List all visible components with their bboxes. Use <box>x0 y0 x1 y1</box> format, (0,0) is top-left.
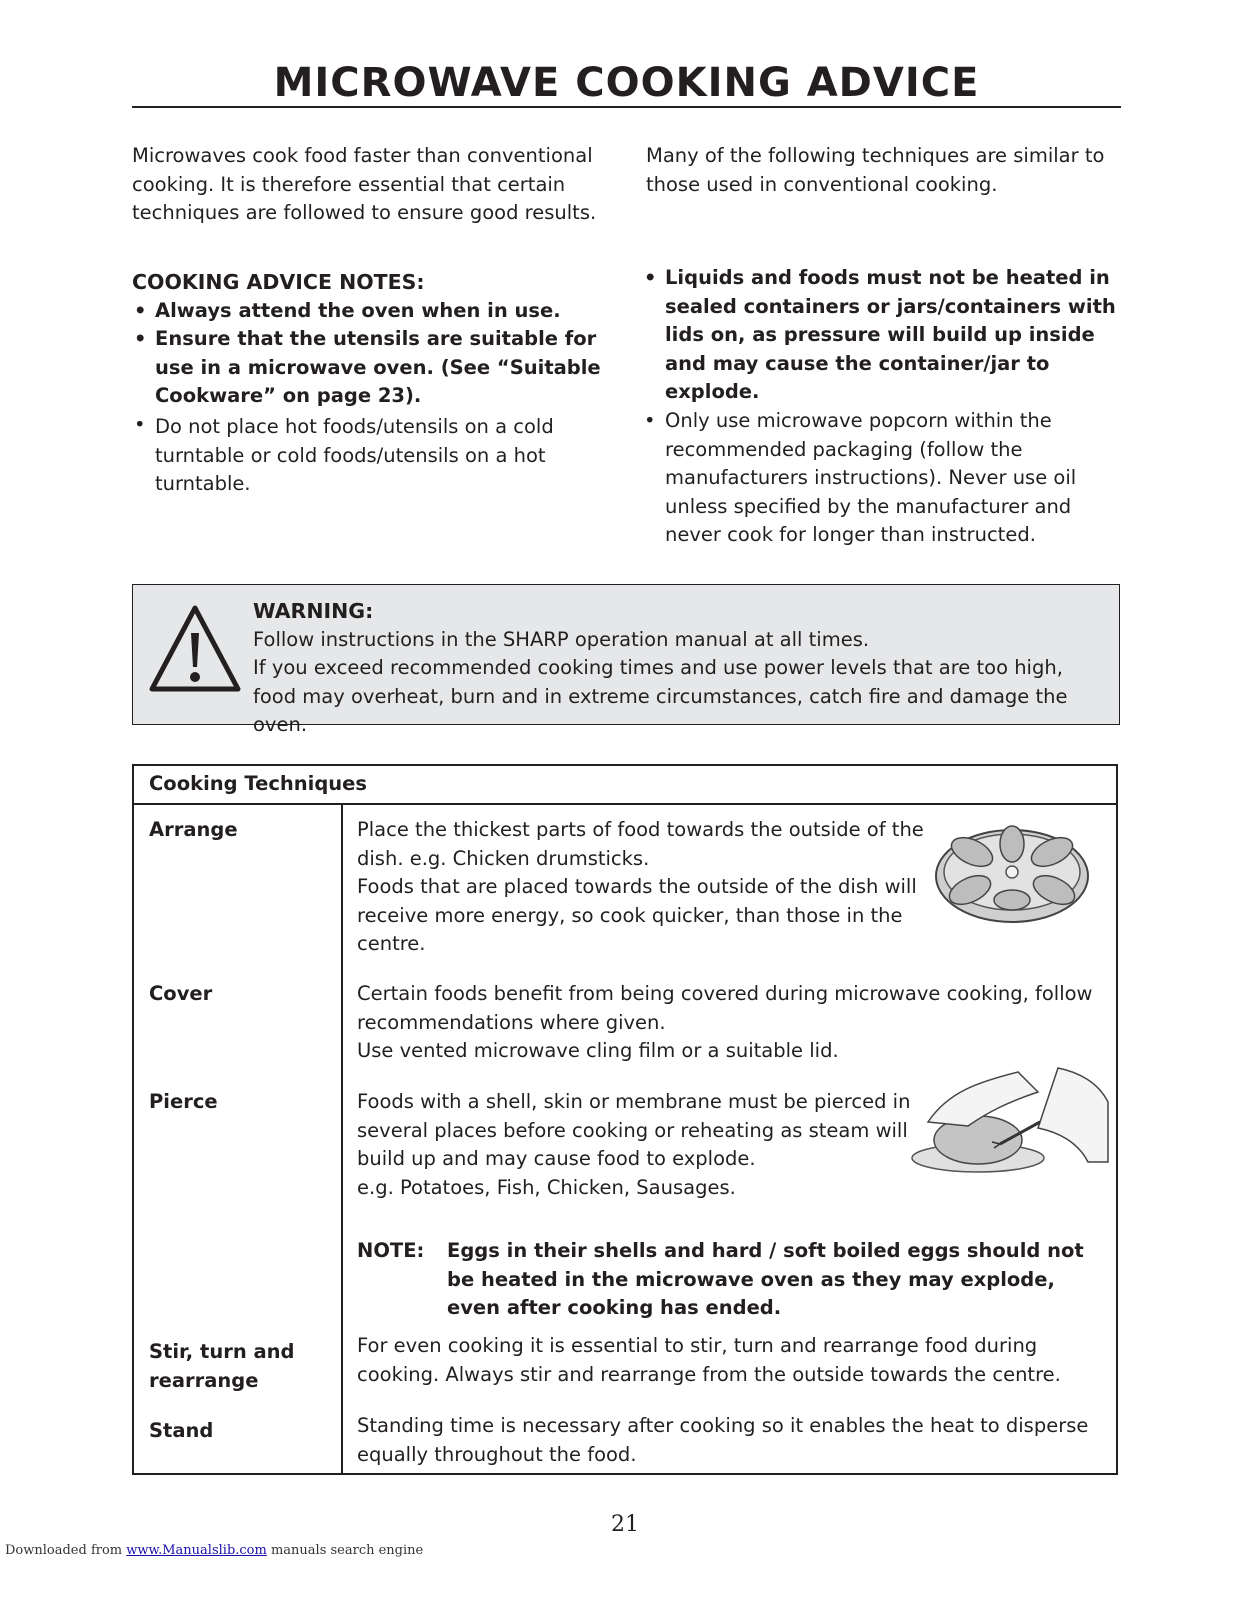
table-heading: Cooking Techniques <box>149 772 368 795</box>
desc-arrange: Place the thickest parts of food towards the outside of the dish. e.g. Chicken drumsticks. Foods that are placed towards the outside of the dish will receive more energy, so cook quicker, than those in the centre. <box>357 818 924 956</box>
manualslib-link[interactable]: www.Manualslib.com <box>126 1543 267 1558</box>
warning-box <box>132 584 1120 737</box>
intro-left-text: Microwaves cook food faster than conventional cooking. It is therefore essential that certain techniques are followed to ensure good results. <box>132 144 597 225</box>
desc-cover: Certain foods benefit from being covered during microwave cooking, follow recommendations where given. Use vented microwave cling film or a suitable lid. <box>357 982 1093 1063</box>
page-title: MICROWAVE COOKING ADVICE <box>273 60 980 106</box>
term-stand: Stand <box>149 1419 214 1442</box>
desc-stand: Standing time is necessary after cooking so it enables the heat to disperse equally throughout the food. <box>357 1414 1089 1466</box>
chicken-dish-illustration <box>932 818 1092 926</box>
download-footer <box>5 1543 423 1558</box>
cooking-notes-left <box>132 268 612 499</box>
title-divider <box>132 106 1121 108</box>
desc-pierce: Foods with a shell, skin or membrane must be pierced in several places before cooking or reheating as steam will build up and may cause food to explode. e.g. Potatoes, Fish, Chicken, Sausages. <box>357 1090 911 1199</box>
term-pierce: Pierce <box>149 1090 218 1113</box>
column-divider <box>341 805 343 1475</box>
notes-list-left <box>132 297 612 499</box>
potato-piercing-illustration <box>908 1062 1114 1182</box>
warning-heading: WARNING: <box>253 599 374 623</box>
footer-suffix: manuals search engine <box>266 1543 424 1558</box>
list-item: • Do not place hot foods/utensils on a cold turntable or cold foods/utensils on a hot turntable. <box>132 411 612 499</box>
intro-right-text: Many of the following techniques are similar to those used in conventional cooking. <box>646 144 1105 196</box>
table-header <box>134 766 1116 805</box>
warning-line-2: If you exceed recommended cooking times and use power levels that are too high, food may overheat, burn and in extreme circumstances, catch fire and damage the oven. <box>253 656 1068 737</box>
warning-text <box>253 597 1108 740</box>
list-item: • Ensure that the utensils are suitable for use in a microwave oven. (See “Suitable Cookware” on page 23). <box>132 325 612 411</box>
list-item: • Always attend the oven when in use. <box>132 297 612 326</box>
term-arrange: Arrange <box>149 818 238 841</box>
note-text: Eggs in their shells and hard / soft boiled eggs should not be heated in the microwave oven as they may explode, even after cooking has ended. <box>447 1239 1084 1320</box>
term-stir: Stir, turn and rearrange <box>149 1340 295 1392</box>
notes-list-right <box>642 264 1122 550</box>
warning-triangle-icon <box>147 603 243 695</box>
desc-stir: For even cooking it is essential to stir, turn and rearrange food during cooking. Always stir and rearrange from the outside towards the centre. <box>357 1334 1061 1386</box>
cooking-notes-right <box>642 264 1122 550</box>
term-cover: Cover <box>149 982 213 1005</box>
list-item: • Liquids and foods must not be heated in sealed containers or jars/containers with lids on, as pressure will build up inside and may cause the container/jar to explode. <box>642 264 1122 407</box>
warning-line-1: Follow instructions in the SHARP operation manual at all times. <box>253 627 870 651</box>
page-number: 21 <box>611 1512 639 1537</box>
note-label: NOTE: <box>357 1239 425 1262</box>
notes-heading: COOKING ADVICE NOTES: <box>132 270 425 294</box>
list-item: • Only use microwave popcorn within the recommended packaging (follow the manufacturers instructions). Never use oil unless specified by the manufacturer and never cook for longer than instructed. <box>642 407 1122 550</box>
footer-prefix: Downloaded from <box>5 1543 127 1558</box>
cooking-techniques-table <box>132 764 1118 1475</box>
